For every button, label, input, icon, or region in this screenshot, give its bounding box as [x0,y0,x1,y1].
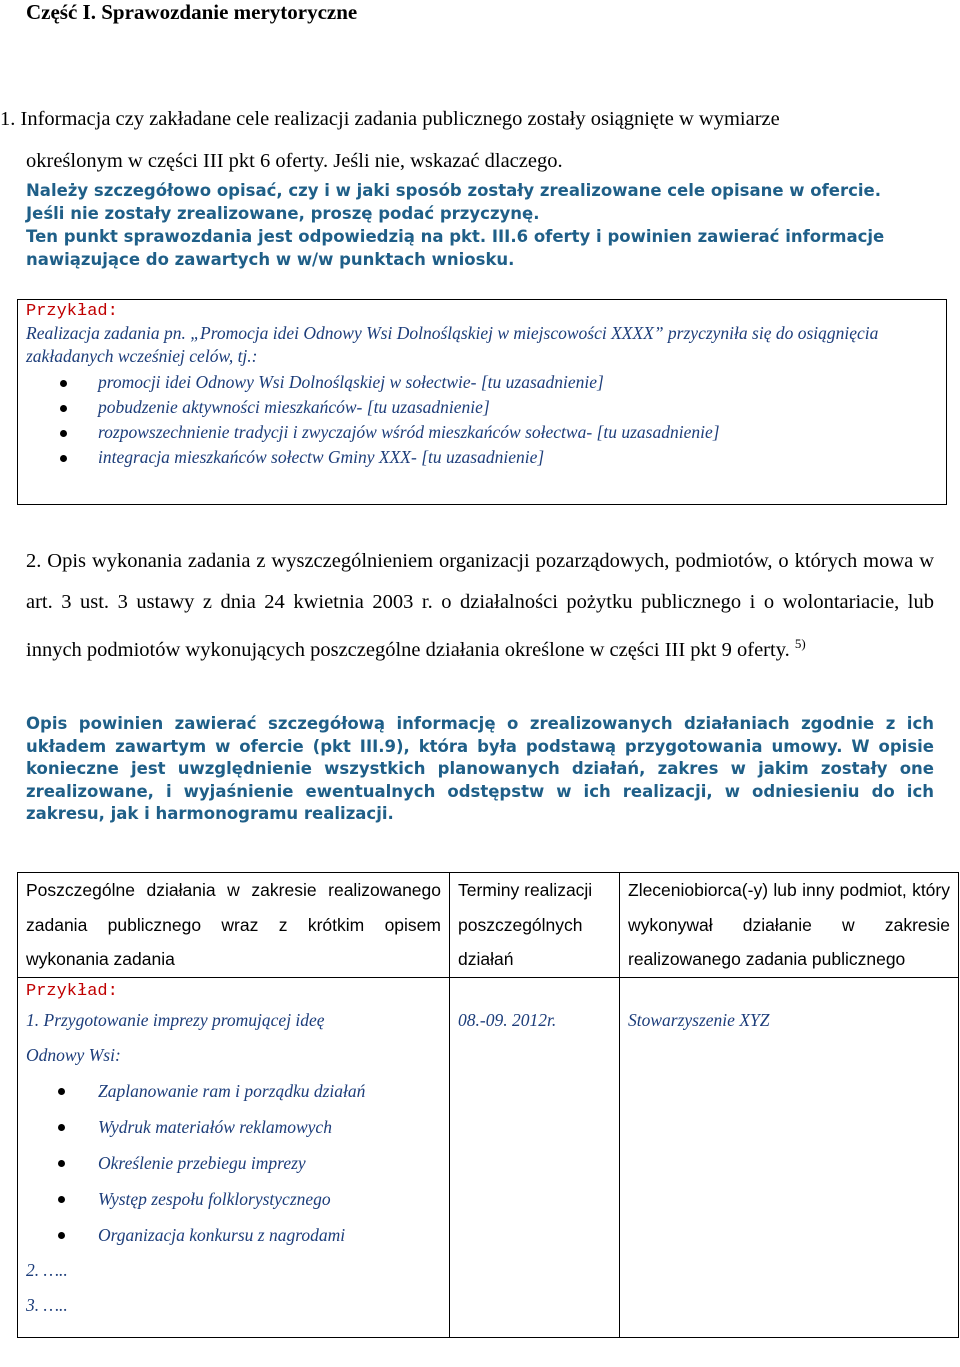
example-bullet-list [58,370,720,470]
list-item: integracja mieszkańców sołectw Gminy XXX- [tu uzasadnienie] [58,445,720,470]
action-line: 3. ….. [26,1294,68,1315]
list-item: Określenie przebiegu imprezy [56,1145,441,1181]
cell-term [450,977,620,1337]
section1-example-box [17,299,947,505]
list-item: Organizacja konkursu z nagrodami [56,1217,441,1253]
header-terms: Terminy realizacji poszczególnych działań [450,873,620,978]
section1-question-line1: 1. Informacja czy zakładane cele realizacji zadania publicznego zostały osiągnięte w wymiarze [0,108,780,130]
term-value: 08.-09. 2012r. [458,1009,557,1030]
section2-question-text: 2. Opis wykonania zadania z wyszczególnieniem organizacji pozarządowych, podmiotów, o których mowa w art. 3 ust. 3 ustawy z dnia 24 kwietnia 2003 r. o działalności pożytku publicznego i o wolontariacie, lub innych podmiotów wykonujących poszczególne działania określone w części III pkt 9 oferty. [26,550,934,661]
guidance-line: nawiązujące do zawartych w w/w punktach wniosku. [26,250,515,269]
list-item: rozpowszechnienie tradycji i zwyczajów wśród mieszkańców sołectwa- [tu uzasadnienie] [58,420,720,445]
table-header-row [18,873,959,978]
list-item: Zaplanowanie ram i porządku działań [56,1073,441,1109]
cell-actions [18,977,450,1337]
action-line: 2. ….. [26,1259,68,1280]
guidance-line: Należy szczegółowo opisać, czy i w jaki sposób zostały zrealizowane cele opisane w ofercie. [26,181,881,200]
executor-value: Stowarzyszenie XYZ [628,1009,770,1030]
example-label: Przykład: [26,302,118,321]
list-item: Wydruk materiałów reklamowych [56,1109,441,1145]
list-item: promocji idei Odnowy Wsi Dolnośląskiej w sołectwie- [tu uzasadnienie] [58,370,720,395]
action-line: Odnowy Wsi: [26,1044,121,1065]
section2-question [26,541,934,671]
page-heading: Część I. Sprawozdanie merytoryczne [26,0,358,24]
cell-executor [620,977,959,1337]
sub-item-list [26,1073,441,1253]
footnote-marker: 5) [794,636,806,651]
guidance-line: Jeśli nie zostały zrealizowane, proszę podać przyczynę. [26,204,540,223]
list-item: pobudzenie aktywności mieszkańców- [tu uzasadnienie] [58,395,720,420]
action-line: 1. Przygotowanie imprezy promującej ideę [26,1009,325,1030]
section1-question [0,98,930,182]
example-intro: Realizacja zadania pn. „Promocja idei Odnowy Wsi Dolnośląskiej w miejscowości XXXX” przyczyniła się do osiągnięcia zakładanych wcześniej celów, tj.: [26,323,879,366]
guidance-line: Ten punkt sprawozdania jest odpowiedzią na pkt. III.6 oferty i powinien zawierać informacje [26,227,885,246]
example-label: Przykład: [26,981,118,1001]
section2-guidance: Opis powinien zawierać szczegółową informację o zrealizowanych działaniach zgodnie z ich układem zawartym w ofercie (pkt III.9), która była podstawą przygotowania umowy. W opisie konieczne jest uwzględnienie wszystkich planowanych działań, zakres w jakim zostały one zrealizowane, i wyjaśnienie ewentualnych odstępstw w ich realizacji, w odniesieniu do ich zakresu, jak i harmonogramu realizacji. [26,714,934,823]
header-executor: Zleceniobiorca(-y) lub inny podmiot, który wykonywał działanie w zakresie realizowanego zadania publicznego [620,873,959,978]
header-actions: Poszczególne działania w zakresie realizowanego zadania publicznego wraz z krótkim opisem wykonania zadania [18,873,450,978]
actions-table [17,872,959,1338]
table-row [18,977,959,1337]
list-item: Występ zespołu folklorystycznego [56,1181,441,1217]
section1-guidance [26,179,946,271]
section1-question-line2: określonym w części III pkt 6 oferty. Jeśli nie, wskazać dlaczego. [26,150,563,172]
